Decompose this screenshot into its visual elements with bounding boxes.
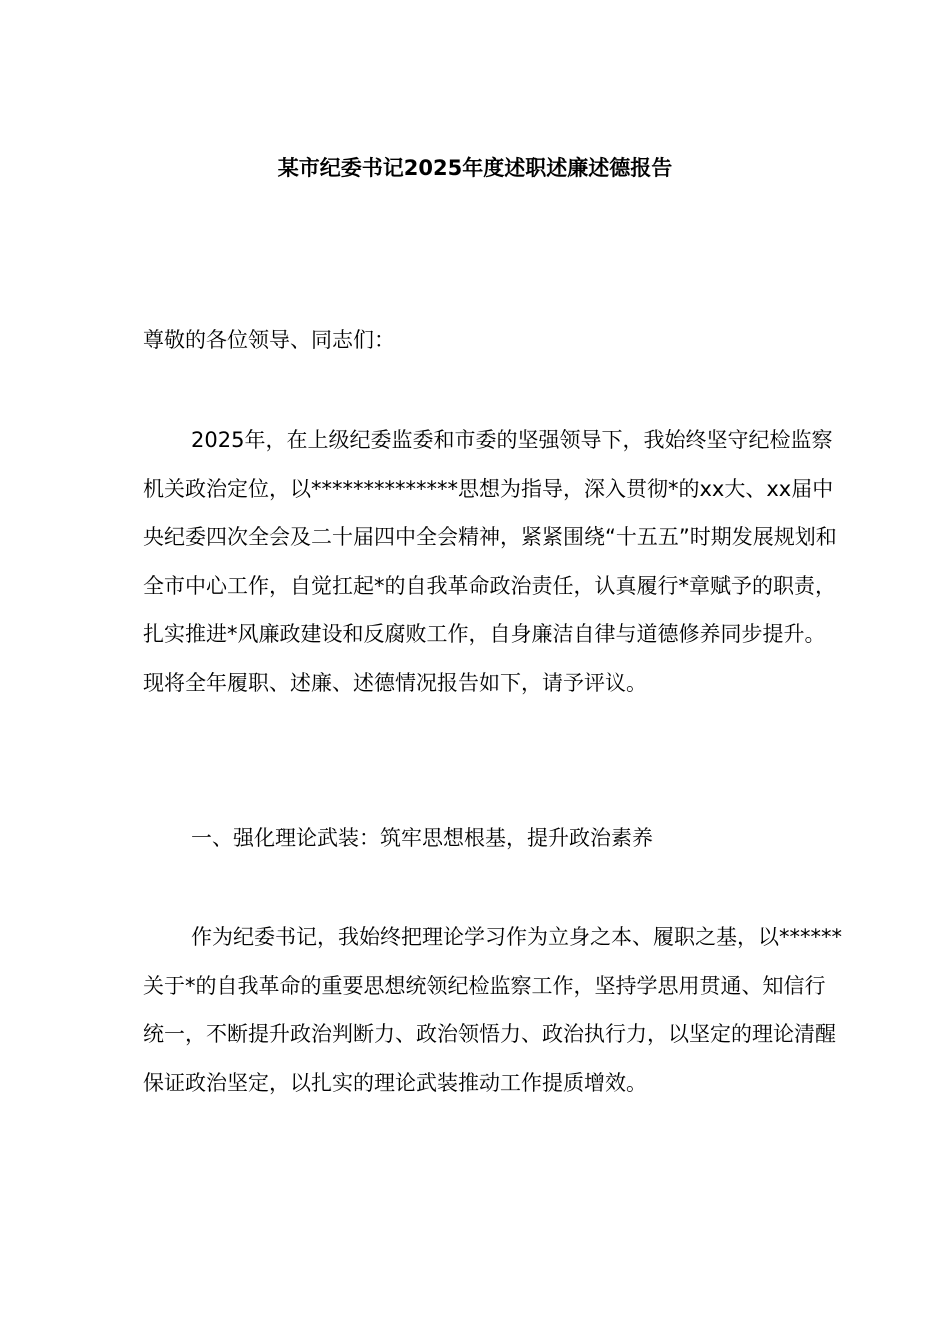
paragraph-intro: 2025年，在上级纪委监委和市委的坚强领导下，我始终坚守纪检监察机关政治定位，以**************思想为指导，深入贯彻*的xx大、xx届中央纪委四次全会及二十届四中全会精神，紧紧围绕“十五五”时期发展规划和全市中心工作，自觉扛起*的自我革命政治责任，认真履行*章赋予的职责，扎实推进*风廉政建设和反腐败工作，自身廉洁自律与道德修养同步提升。现将全年履职、述廉、述德情况报告如下，请予评议。 [143,428,837,695]
paragraph-section-1: 作为纪委书记，我始终把理论学习作为立身之本、履职之基，以******关于*的自我革命的重要思想统领纪检监察工作，坚持学思用贯通、知信行统一，不断提升政治判断力、政治领悟力、政治执行力，以坚定的理论清醒保证政治坚定，以扎实的理论武装推动工作提质增效。 [143,925,842,1095]
section-heading-1: 一、强化理论武装：筑牢思想根基，提升政治素养 [191,826,653,850]
document-title: 某市纪委书记2025年度述职述廉述德报告 [277,156,673,180]
salutation: 尊敬的各位领导、同志们： [143,328,395,352]
